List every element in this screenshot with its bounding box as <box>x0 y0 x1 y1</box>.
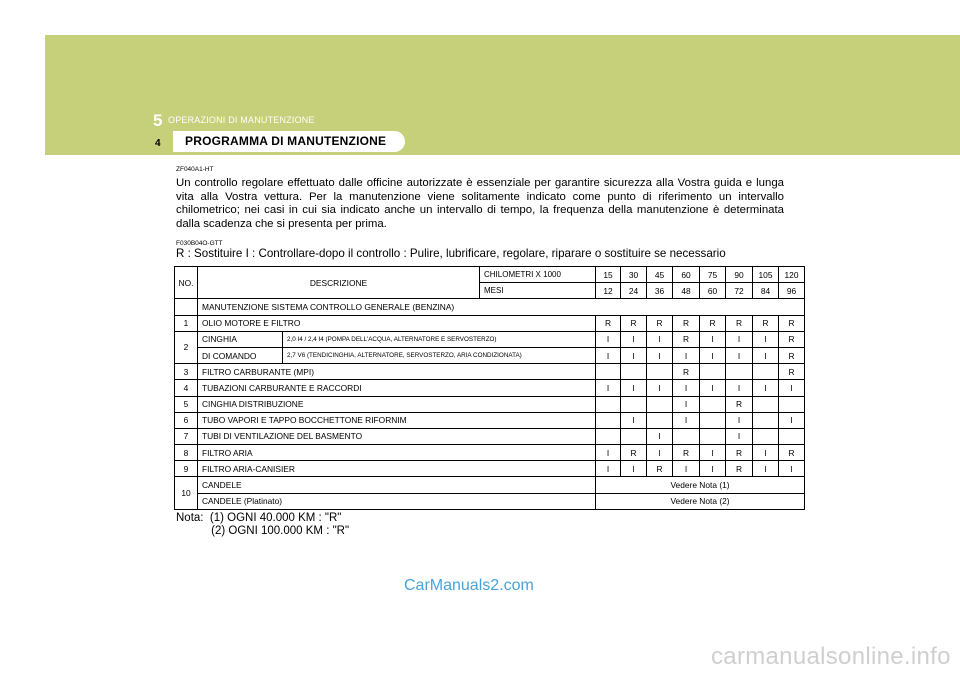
table-row <box>175 428 805 444</box>
cell <box>779 396 805 412</box>
cell: I <box>673 347 700 363</box>
cell: I <box>673 396 700 412</box>
month-value: 72 <box>726 283 753 299</box>
cell: I <box>753 347 779 363</box>
table-row <box>175 477 805 493</box>
intro-paragraph: Un controllo regolare effettuato dalle officine autorizzate è essenziale per garantire sicurezza alla Vostra guida e lunga vita alla Vostra vettura. Per la manutenzione viene solitamente indicato come punto di riferimento un intervallo chilometrico; nei casi in cui sia indicato anche un intervallo di tempo, la frequenza della manutenzione è determinata dalla scadenza che si presenta per prima. <box>176 177 784 230</box>
cell: I <box>700 331 726 347</box>
km-value: 15 <box>596 267 621 283</box>
cell <box>647 396 673 412</box>
table-row <box>175 396 805 412</box>
cell <box>753 364 779 380</box>
row-desc: CINGHIA DISTRIBUZIONE <box>198 396 596 412</box>
nota: Nota: (1) OGNI 40.000 KM : "R" (2) OGNI 100.000 KM : "R" <box>176 512 350 537</box>
cell <box>596 396 621 412</box>
no-header: NO. <box>175 267 198 299</box>
cell: I <box>596 380 621 396</box>
row-desc: CINGHIA <box>198 331 283 347</box>
cell: R <box>621 315 647 331</box>
cell: I <box>647 347 673 363</box>
cell: I <box>621 347 647 363</box>
cell: I <box>673 412 700 428</box>
section-title: PROGRAMMA DI MANUTENZIONE <box>185 134 387 148</box>
intro-code: ZF040A1-HT <box>176 166 214 173</box>
cell: R <box>779 315 805 331</box>
row-desc: CANDELE <box>198 477 596 493</box>
watermark-carmanuals2: CarManuals2.com <box>404 577 534 594</box>
row-desc: FILTRO ARIA-CANISIER <box>198 461 596 477</box>
month-value: 24 <box>621 283 647 299</box>
cell: I <box>596 445 621 461</box>
cell <box>700 396 726 412</box>
cell <box>700 428 726 444</box>
cell <box>700 412 726 428</box>
cell <box>753 412 779 428</box>
cell: I <box>596 347 621 363</box>
cell: R <box>779 347 805 363</box>
cell: I <box>726 428 753 444</box>
cell: R <box>779 445 805 461</box>
row-subdesc: 2,7 V6 (TENDICINGHIA, ALTERNATORE, SERVOSTERZO, ARIA CONDIZIONATA) <box>283 347 596 363</box>
row-no: 6 <box>175 412 198 428</box>
cell: I <box>647 380 673 396</box>
cell: I <box>647 428 673 444</box>
table-row <box>175 445 805 461</box>
row-no: 9 <box>175 461 198 477</box>
cell <box>596 364 621 380</box>
cell: I <box>596 461 621 477</box>
legend-text: R : Sostituire I : Controllare-dopo il controllo : Pulire, lubrificare, regolare, riparare o sostituire se necessario <box>176 247 726 260</box>
km-label: CHILOMETRI X 1000 <box>480 267 596 283</box>
cell: I <box>726 347 753 363</box>
table-row <box>175 364 805 380</box>
cell <box>621 364 647 380</box>
cell: I <box>647 445 673 461</box>
km-value: 75 <box>700 267 726 283</box>
row-no: 7 <box>175 428 198 444</box>
page-number: 4 <box>155 138 161 149</box>
cell: I <box>621 331 647 347</box>
month-value: 84 <box>753 283 779 299</box>
cell: I <box>673 461 700 477</box>
row-desc: TUBI DI VENTILAZIONE DEL BASMENTO <box>198 428 596 444</box>
cell: R <box>726 396 753 412</box>
cell: I <box>700 461 726 477</box>
maintenance-table <box>174 266 805 510</box>
row-subdesc: 2,0 I4 / 2,4 I4 (POMPA DELL'ACQUA, ALTERNATORE E SERVOSTERZO) <box>283 331 596 347</box>
cell: R <box>726 461 753 477</box>
row-desc: OLIO MOTORE E FILTRO <box>198 315 596 331</box>
cell <box>621 428 647 444</box>
cell: I <box>596 331 621 347</box>
row-no: 1 <box>175 315 198 331</box>
cell: R <box>779 331 805 347</box>
cell: I <box>779 412 805 428</box>
cell: I <box>673 380 700 396</box>
cell: I <box>726 331 753 347</box>
table-row <box>175 315 805 331</box>
cell <box>753 428 779 444</box>
cell: I <box>753 331 779 347</box>
km-value: 105 <box>753 267 779 283</box>
legend-code: F030B04O-GTT <box>176 240 223 247</box>
cell: R <box>673 315 700 331</box>
cell: R <box>596 315 621 331</box>
cell <box>647 412 673 428</box>
cell: I <box>621 461 647 477</box>
table-row <box>175 380 805 396</box>
header-row-km <box>175 267 805 283</box>
row-desc: DI COMANDO <box>198 347 283 363</box>
row-no: 10 <box>175 477 198 510</box>
chapter-title: OPERAZIONI DI MANUTENZIONE <box>168 115 315 125</box>
month-value: 48 <box>673 283 700 299</box>
month-value: 36 <box>647 283 673 299</box>
cell: I <box>726 380 753 396</box>
section-title-cell: MANUTENZIONE SISTEMA CONTROLLO GENERALE (BENZINA) <box>198 299 805 315</box>
table-row <box>175 347 805 363</box>
row-note: Vedere Nota (2) <box>596 493 805 509</box>
row-no: 5 <box>175 396 198 412</box>
table-row <box>175 412 805 428</box>
cell: R <box>726 315 753 331</box>
cell: R <box>700 315 726 331</box>
desc-header: DESCRIZIONE <box>198 267 480 299</box>
row-desc: TUBAZIONI CARBURANTE E RACCORDI <box>198 380 596 396</box>
cell: I <box>700 445 726 461</box>
row-note: Vedere Nota (1) <box>596 477 805 493</box>
km-value: 60 <box>673 267 700 283</box>
cell <box>673 428 700 444</box>
km-value: 120 <box>779 267 805 283</box>
cell: I <box>621 380 647 396</box>
table-row <box>175 493 805 509</box>
cell: I <box>700 347 726 363</box>
row-no: 8 <box>175 445 198 461</box>
cell: I <box>779 380 805 396</box>
km-value: 30 <box>621 267 647 283</box>
cell: I <box>753 461 779 477</box>
km-value: 90 <box>726 267 753 283</box>
months-label: MESI <box>480 283 596 299</box>
cell: R <box>621 445 647 461</box>
row-desc: TUBO VAPORI E TAPPO BOCCHETTONE RIFORNIM <box>198 412 596 428</box>
row-desc: FILTRO ARIA <box>198 445 596 461</box>
table-row <box>175 331 805 347</box>
cell <box>779 428 805 444</box>
cell: R <box>673 364 700 380</box>
cell <box>596 428 621 444</box>
cell <box>726 364 753 380</box>
month-value: 12 <box>596 283 621 299</box>
month-value: 60 <box>700 283 726 299</box>
cell <box>596 412 621 428</box>
month-value: 96 <box>779 283 805 299</box>
cell <box>647 364 673 380</box>
cell: R <box>753 315 779 331</box>
row-desc: FILTRO CARBURANTE (MPI) <box>198 364 596 380</box>
cell: I <box>700 380 726 396</box>
row-no: 2 <box>175 331 198 363</box>
cell: R <box>779 364 805 380</box>
cell: I <box>621 412 647 428</box>
cell: I <box>753 380 779 396</box>
cell: I <box>726 412 753 428</box>
km-value: 45 <box>647 267 673 283</box>
cell: I <box>779 461 805 477</box>
cell: R <box>647 461 673 477</box>
cell: I <box>647 331 673 347</box>
cell <box>621 396 647 412</box>
cell <box>753 396 779 412</box>
cell: R <box>726 445 753 461</box>
cell: R <box>673 445 700 461</box>
section-row <box>175 299 805 315</box>
cell: R <box>647 315 673 331</box>
chapter-number: 5 <box>153 111 163 130</box>
row-no: 4 <box>175 380 198 396</box>
cell <box>700 364 726 380</box>
row-desc: CANDELE (Platinato) <box>198 493 596 509</box>
row-no: 3 <box>175 364 198 380</box>
cell: R <box>673 331 700 347</box>
watermark-carmanualsonline: carmanualsonline.info <box>711 643 951 670</box>
cell: I <box>753 445 779 461</box>
table-row <box>175 461 805 477</box>
